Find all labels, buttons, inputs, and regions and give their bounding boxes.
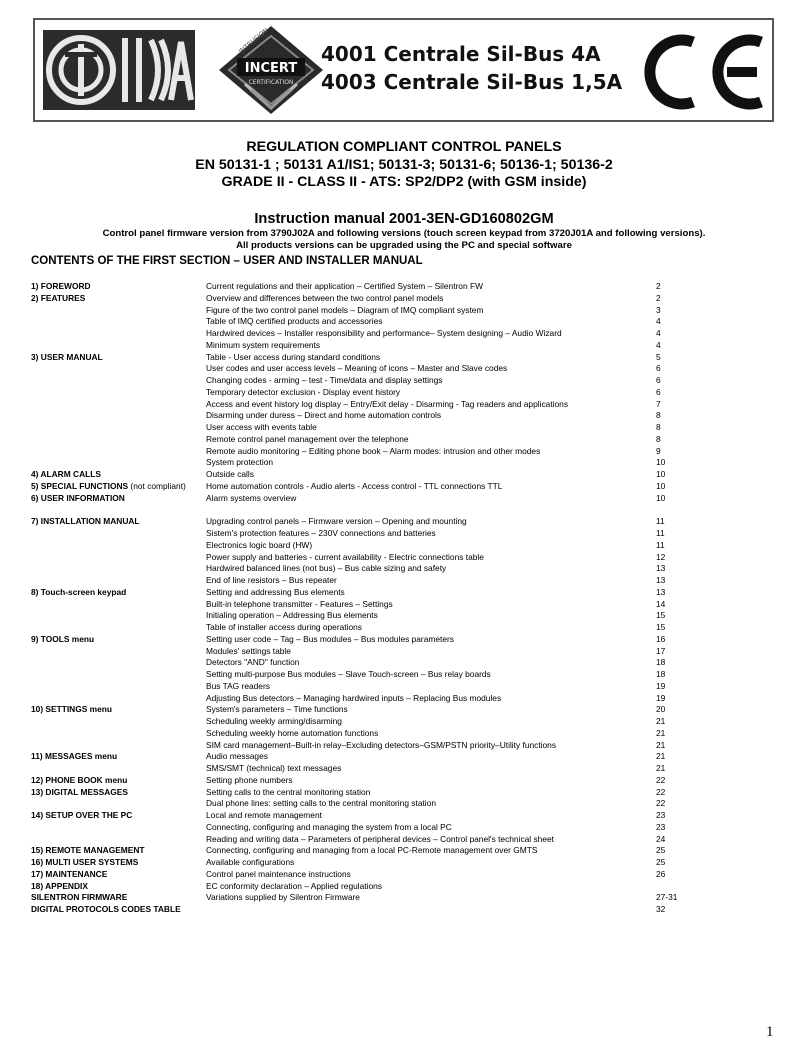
toc-row bbox=[31, 434, 751, 446]
toc-description: Hardwired devices – Installer responsibility and performance– System designing – Audio Wizard bbox=[206, 328, 562, 338]
toc-row bbox=[31, 681, 751, 693]
toc-section-title: 12) PHONE BOOK menu bbox=[31, 774, 128, 785]
toc-section-label bbox=[31, 481, 186, 493]
toc-page-number: 24 bbox=[656, 833, 666, 844]
toc-section-label bbox=[31, 810, 132, 822]
toc-page-number: 4 bbox=[656, 328, 661, 338]
toc-section-title: 17) MAINTENANCE bbox=[31, 868, 108, 879]
toc-description: Detectors "AND" function bbox=[206, 657, 300, 668]
toc-row bbox=[31, 281, 751, 293]
toc-page-number: 27-31 bbox=[656, 892, 678, 903]
toc-section-label bbox=[31, 587, 126, 599]
toc-row bbox=[31, 587, 751, 599]
toc-page-number: 19 bbox=[656, 692, 666, 703]
toc-page-number: 2 bbox=[656, 292, 661, 303]
toc-section-label bbox=[31, 904, 181, 916]
toc-page-number: 18 bbox=[656, 657, 666, 668]
regulation-heading: REGULATION COMPLIANT CONTROL PANELS bbox=[246, 139, 562, 155]
toc-description: User codes and user access levels – Meaning of icons – Master and Slave codes bbox=[206, 363, 508, 374]
toc-description: Connecting, configuring and managing from a local PC-Remote management over GMTS bbox=[206, 845, 538, 856]
incert-certification-badge bbox=[215, 24, 327, 116]
toc-page-number: 10 bbox=[656, 457, 666, 468]
toc-page-number: 22 bbox=[656, 798, 666, 809]
toc-description: Figure of the two control panel models – Diagram of IMQ compliant system bbox=[206, 304, 484, 315]
toc-section-title: 11) MESSAGES menu bbox=[31, 751, 118, 762]
toc-row bbox=[31, 340, 751, 352]
toc-section-title: 10) SETTINGS menu bbox=[31, 704, 112, 715]
product-line-4003: 4003 Centrale Sil-Bus 1,5A bbox=[321, 70, 623, 94]
toc-page-number: 4 bbox=[656, 316, 661, 327]
toc-description: Bus TAG readers bbox=[206, 680, 270, 691]
toc-page-number: 21 bbox=[656, 739, 666, 750]
toc-row bbox=[31, 610, 751, 622]
toc-page-number: 9 bbox=[656, 445, 661, 456]
toc-page-number: 15 bbox=[656, 610, 666, 621]
imq-logo-icon bbox=[43, 30, 195, 110]
toc-page-number: 18 bbox=[656, 669, 666, 679]
toc-row bbox=[31, 798, 751, 810]
toc-page-number: 26 bbox=[656, 868, 666, 879]
toc-row bbox=[31, 728, 751, 740]
toc-page-number: 20 bbox=[656, 704, 666, 715]
toc-row bbox=[31, 446, 751, 458]
toc-section-title: 16) MULTI USER SYSTEMS bbox=[31, 857, 139, 867]
toc-page-number: 22 bbox=[656, 774, 666, 785]
toc-section-title: 8) Touch-screen keypad bbox=[31, 586, 127, 597]
toc-row bbox=[31, 622, 751, 634]
toc-row bbox=[31, 869, 751, 881]
toc-section-label bbox=[31, 352, 103, 364]
toc-description: Setting calls to the central monitoring station bbox=[206, 786, 371, 797]
toc-section-label bbox=[31, 845, 145, 857]
toc-description: Local and remote management bbox=[206, 810, 322, 820]
toc-page-number: 11 bbox=[656, 539, 665, 550]
toc-row bbox=[31, 305, 751, 317]
toc-description: Temporary detector exclusion - Display event history bbox=[206, 386, 401, 397]
toc-section-title: 13) DIGITAL MESSAGES bbox=[31, 786, 128, 797]
toc-row bbox=[31, 352, 751, 364]
toc-section-label bbox=[31, 857, 138, 869]
toc-section-title: 6) USER INFORMATION bbox=[31, 492, 125, 503]
toc-row bbox=[31, 845, 751, 857]
toc-page-number: 15 bbox=[656, 622, 666, 632]
incert-main-text: INCERT bbox=[244, 61, 298, 76]
toc-row bbox=[31, 293, 751, 305]
firmware-note: Control panel firmware version from 3790J02A and following versions (touch screen keypad from 3720J01A and following versions). bbox=[102, 227, 706, 239]
toc-row bbox=[31, 316, 751, 328]
toc-row bbox=[31, 657, 751, 669]
toc-description: Dual phone lines: setting calls to the central monitoring station bbox=[206, 798, 436, 809]
toc-description: Adjusting Bus detectors – Managing hardwired inputs – Replacing Bus modules bbox=[206, 692, 502, 703]
toc-row bbox=[31, 810, 751, 822]
toc-description: Table of IMQ certified products and accessories bbox=[206, 316, 383, 327]
toc-row bbox=[31, 493, 751, 505]
toc-row bbox=[31, 540, 751, 552]
toc-row bbox=[31, 481, 751, 493]
toc-row bbox=[31, 575, 751, 587]
toc-row bbox=[31, 399, 751, 411]
toc-section-title: 2) FEATURES bbox=[31, 292, 86, 303]
header-banner bbox=[33, 18, 774, 122]
toc-row bbox=[31, 387, 751, 399]
toc-row bbox=[31, 328, 751, 340]
toc-row bbox=[31, 822, 751, 834]
toc-section-label bbox=[31, 469, 101, 481]
toc-description: System's parameters – Time functions bbox=[206, 704, 348, 715]
toc-row bbox=[31, 363, 751, 375]
toc-page-number: 4 bbox=[656, 339, 661, 350]
toc-description: System protection bbox=[206, 457, 274, 468]
toc-page-number: 10 bbox=[656, 469, 666, 479]
toc-row bbox=[31, 552, 751, 564]
toc-description: Variations supplied by Silentron Firmware bbox=[206, 892, 360, 903]
toc-row bbox=[31, 716, 751, 728]
toc-section-title: 4) ALARM CALLS bbox=[31, 469, 101, 479]
toc-description: Reading and writing data – Parameters of peripheral devices – Control panel's technical sheet bbox=[206, 833, 554, 844]
toc-page-number: 21 bbox=[656, 751, 666, 762]
toc-page-number: 25 bbox=[656, 845, 666, 856]
toc-description: Overview and differences between the two control panel models bbox=[206, 292, 444, 303]
toc-row bbox=[31, 410, 751, 422]
toc-page-number: 21 bbox=[656, 716, 666, 726]
toc-section-title: 7) INSTALLATION MANUAL bbox=[31, 516, 140, 527]
toc-row bbox=[31, 740, 751, 752]
contents-heading: CONTENTS OF THE FIRST SECTION – USER AND INSTALLER MANUAL bbox=[31, 255, 423, 267]
toc-description: Scheduling weekly arming/disarming bbox=[206, 716, 342, 726]
toc-row bbox=[31, 634, 751, 646]
toc-page-number: 25 bbox=[656, 857, 666, 867]
toc-section-label bbox=[31, 281, 91, 293]
toc-section-title: 1) FOREWORD bbox=[31, 281, 91, 291]
toc-description: Electronics logic board (HW) bbox=[206, 539, 313, 550]
toc-row bbox=[31, 528, 751, 540]
toc-page-number: 23 bbox=[656, 810, 666, 820]
toc-description: Audio messages bbox=[206, 751, 268, 762]
toc-section-label bbox=[31, 787, 128, 799]
toc-description: Setting multi-purpose Bus modules – Slave Touch-screen – Bus relay boards bbox=[206, 669, 491, 679]
toc-description: Outside calls bbox=[206, 469, 254, 479]
toc-row bbox=[31, 751, 751, 763]
toc-row bbox=[31, 563, 751, 575]
incert-bottom-text: CERTIFICATION bbox=[248, 79, 294, 86]
standards-heading: EN 50131-1 ; 50131 A1/IS1; 50131-3; 50131-6; 50136-1; 50136-2 bbox=[195, 156, 613, 173]
ce-mark-icon bbox=[635, 32, 767, 112]
toc-description: SMS/SMT (technical) text messages bbox=[206, 763, 342, 773]
toc-row bbox=[31, 857, 751, 869]
toc-description: Control panel maintenance instructions bbox=[206, 868, 351, 879]
toc-description: Changing codes - arming – test - Time/data and display settings bbox=[206, 375, 443, 385]
toc-description: Sistem's protection features – 230V connections and batteries bbox=[206, 528, 436, 538]
toc-description: Hardwired balanced lines (not bus) – Bus cable sizing and safety bbox=[206, 563, 447, 574]
toc-page-number: 2 bbox=[656, 281, 661, 291]
toc-page-number: 19 bbox=[656, 680, 666, 691]
toc-description: End of line resistors – Bus repeater bbox=[206, 575, 337, 585]
incert-top-text: INTRUSION bbox=[237, 26, 270, 56]
page-number: 1 bbox=[766, 1024, 774, 1040]
toc-section-label bbox=[31, 493, 125, 505]
toc-page-number: 7 bbox=[656, 398, 661, 409]
toc-description: Remote control panel management over the telephone bbox=[206, 433, 409, 444]
toc-page-number: 32 bbox=[656, 904, 666, 914]
manual-title: Instruction manual 2001-3EN-GD160802GM bbox=[254, 210, 554, 227]
toc-row bbox=[31, 881, 751, 893]
toc-section-title: 18) APPENDIX bbox=[31, 880, 88, 891]
toc-section-title: DIGITAL PROTOCOLS CODES TABLE bbox=[31, 904, 181, 914]
toc-description: Available configurations bbox=[206, 857, 295, 867]
toc-row bbox=[31, 375, 751, 387]
toc-description: User access with events table bbox=[206, 422, 317, 432]
toc-description: Table - User access during standard conditions bbox=[206, 351, 381, 362]
toc-description: Remote audio monitoring – Editing phone book – Alarm modes: intrusion and other modes bbox=[206, 445, 541, 456]
toc-page-number: 6 bbox=[656, 363, 661, 374]
toc-page-number: 21 bbox=[656, 727, 666, 738]
toc-description: Setting user code – Tag – Bus modules – Bus modules parameters bbox=[206, 633, 454, 644]
toc-description: Current regulations and their application – Certified System – Silentron FW bbox=[206, 281, 483, 291]
toc-page-number: 8 bbox=[656, 410, 661, 421]
toc-section-title: 3) USER MANUAL bbox=[31, 351, 103, 362]
toc-section-label bbox=[31, 751, 117, 763]
toc-page-number: 10 bbox=[656, 480, 666, 491]
toc-description: Upgrading control panels – Firmware version – Opening and mounting bbox=[206, 516, 467, 527]
toc-section-label bbox=[31, 775, 127, 787]
toc-page-number: 21 bbox=[656, 763, 666, 773]
toc-section-title: SILENTRON FIRMWARE bbox=[31, 892, 128, 903]
toc-page-number: 23 bbox=[656, 821, 666, 832]
toc-page-number: 6 bbox=[656, 386, 661, 397]
toc-description: Setting phone numbers bbox=[206, 774, 293, 785]
toc-description: Disarming under duress – Direct and home automation controls bbox=[206, 410, 442, 421]
toc-page-number: 6 bbox=[656, 375, 661, 385]
toc-section-title: 14) SETUP OVER THE PC bbox=[31, 810, 133, 820]
toc-row bbox=[31, 422, 751, 434]
grade-heading: GRADE II - CLASS II - ATS: SP2/DP2 (with GSM inside) bbox=[221, 174, 587, 190]
toc-section-note: (not compliant) bbox=[128, 480, 186, 491]
toc-section-label bbox=[31, 704, 112, 716]
toc-section-label bbox=[31, 634, 94, 646]
toc-row bbox=[31, 516, 751, 528]
toc-section-label bbox=[31, 869, 107, 881]
toc-row bbox=[31, 646, 751, 658]
toc-row bbox=[31, 704, 751, 716]
toc-row bbox=[31, 834, 751, 846]
toc-description: Power supply and batteries - current availability - Electric connections table bbox=[206, 551, 484, 562]
toc-description: Access and event history log display – Entry/Exit delay - Disarming - Tag readers and applications bbox=[206, 398, 569, 409]
toc-page-number: 5 bbox=[656, 351, 661, 362]
toc-page-number: 10 bbox=[656, 492, 666, 503]
toc-row bbox=[31, 457, 751, 469]
toc-page-number: 11 bbox=[656, 528, 665, 538]
toc-description: Initialing operation – Addressing Bus elements bbox=[206, 610, 378, 621]
toc-description: EC conformity declaration – Applied regulations bbox=[206, 880, 382, 891]
toc-row bbox=[31, 469, 751, 481]
toc-section-label bbox=[31, 881, 88, 893]
document-heading bbox=[0, 139, 808, 253]
toc-row bbox=[31, 693, 751, 705]
toc-page-number: 11 bbox=[656, 516, 665, 527]
toc-page-number: 13 bbox=[656, 563, 666, 574]
product-line-4001: 4001 Centrale Sil-Bus 4A bbox=[321, 42, 601, 66]
toc-page-number: 3 bbox=[656, 304, 661, 315]
toc-description: Scheduling weekly home automation functions bbox=[206, 727, 379, 738]
toc-section-title: 5) SPECIAL FUNCTIONS bbox=[31, 480, 129, 491]
toc-page-number: 12 bbox=[656, 551, 666, 562]
toc-row bbox=[31, 892, 751, 904]
product-titles bbox=[321, 40, 622, 96]
toc-page-number: 13 bbox=[656, 575, 666, 585]
toc-description: Table of installer access during operations bbox=[206, 622, 362, 632]
toc-row bbox=[31, 787, 751, 799]
toc-section-label bbox=[31, 516, 140, 528]
toc-description: Built-in telephone transmitter - Features – Settings bbox=[206, 598, 393, 609]
toc-page-number: 8 bbox=[656, 433, 661, 444]
toc-row bbox=[31, 904, 751, 916]
toc-row bbox=[31, 599, 751, 611]
upgrade-note: All products versions can be upgraded using the PC and special software bbox=[236, 240, 572, 251]
toc-page-number: 14 bbox=[656, 598, 666, 609]
toc-section-title: 15) REMOTE MANAGEMENT bbox=[31, 845, 145, 856]
toc-page-number: 17 bbox=[656, 645, 666, 656]
table-of-contents bbox=[31, 281, 751, 916]
toc-description: Alarm systems overview bbox=[206, 492, 297, 503]
toc-description: Minimum system requirements bbox=[206, 339, 321, 350]
toc-section-title: 9) TOOLS menu bbox=[31, 633, 95, 644]
toc-page-number: 16 bbox=[656, 633, 666, 644]
toc-section-label bbox=[31, 293, 85, 305]
toc-row bbox=[31, 775, 751, 787]
toc-row bbox=[31, 763, 751, 775]
toc-page-number: 8 bbox=[656, 422, 661, 432]
toc-description: Setting and addressing Bus elements bbox=[206, 586, 345, 597]
toc-description: Modules' settings table bbox=[206, 645, 291, 656]
toc-description: SIM card management–Built-in relay–Excluding detectors–GSM/PSTN priority–Utility functions bbox=[206, 739, 557, 750]
toc-row bbox=[31, 669, 751, 681]
toc-page-number: 22 bbox=[656, 786, 666, 797]
toc-description: Home automation controls - Audio alerts - Access control - TTL connections TTL bbox=[206, 480, 503, 491]
toc-description: Connecting, configuring and managing the system from a local PC bbox=[206, 821, 452, 832]
toc-page-number: 13 bbox=[656, 586, 666, 597]
toc-section-label bbox=[31, 892, 127, 904]
